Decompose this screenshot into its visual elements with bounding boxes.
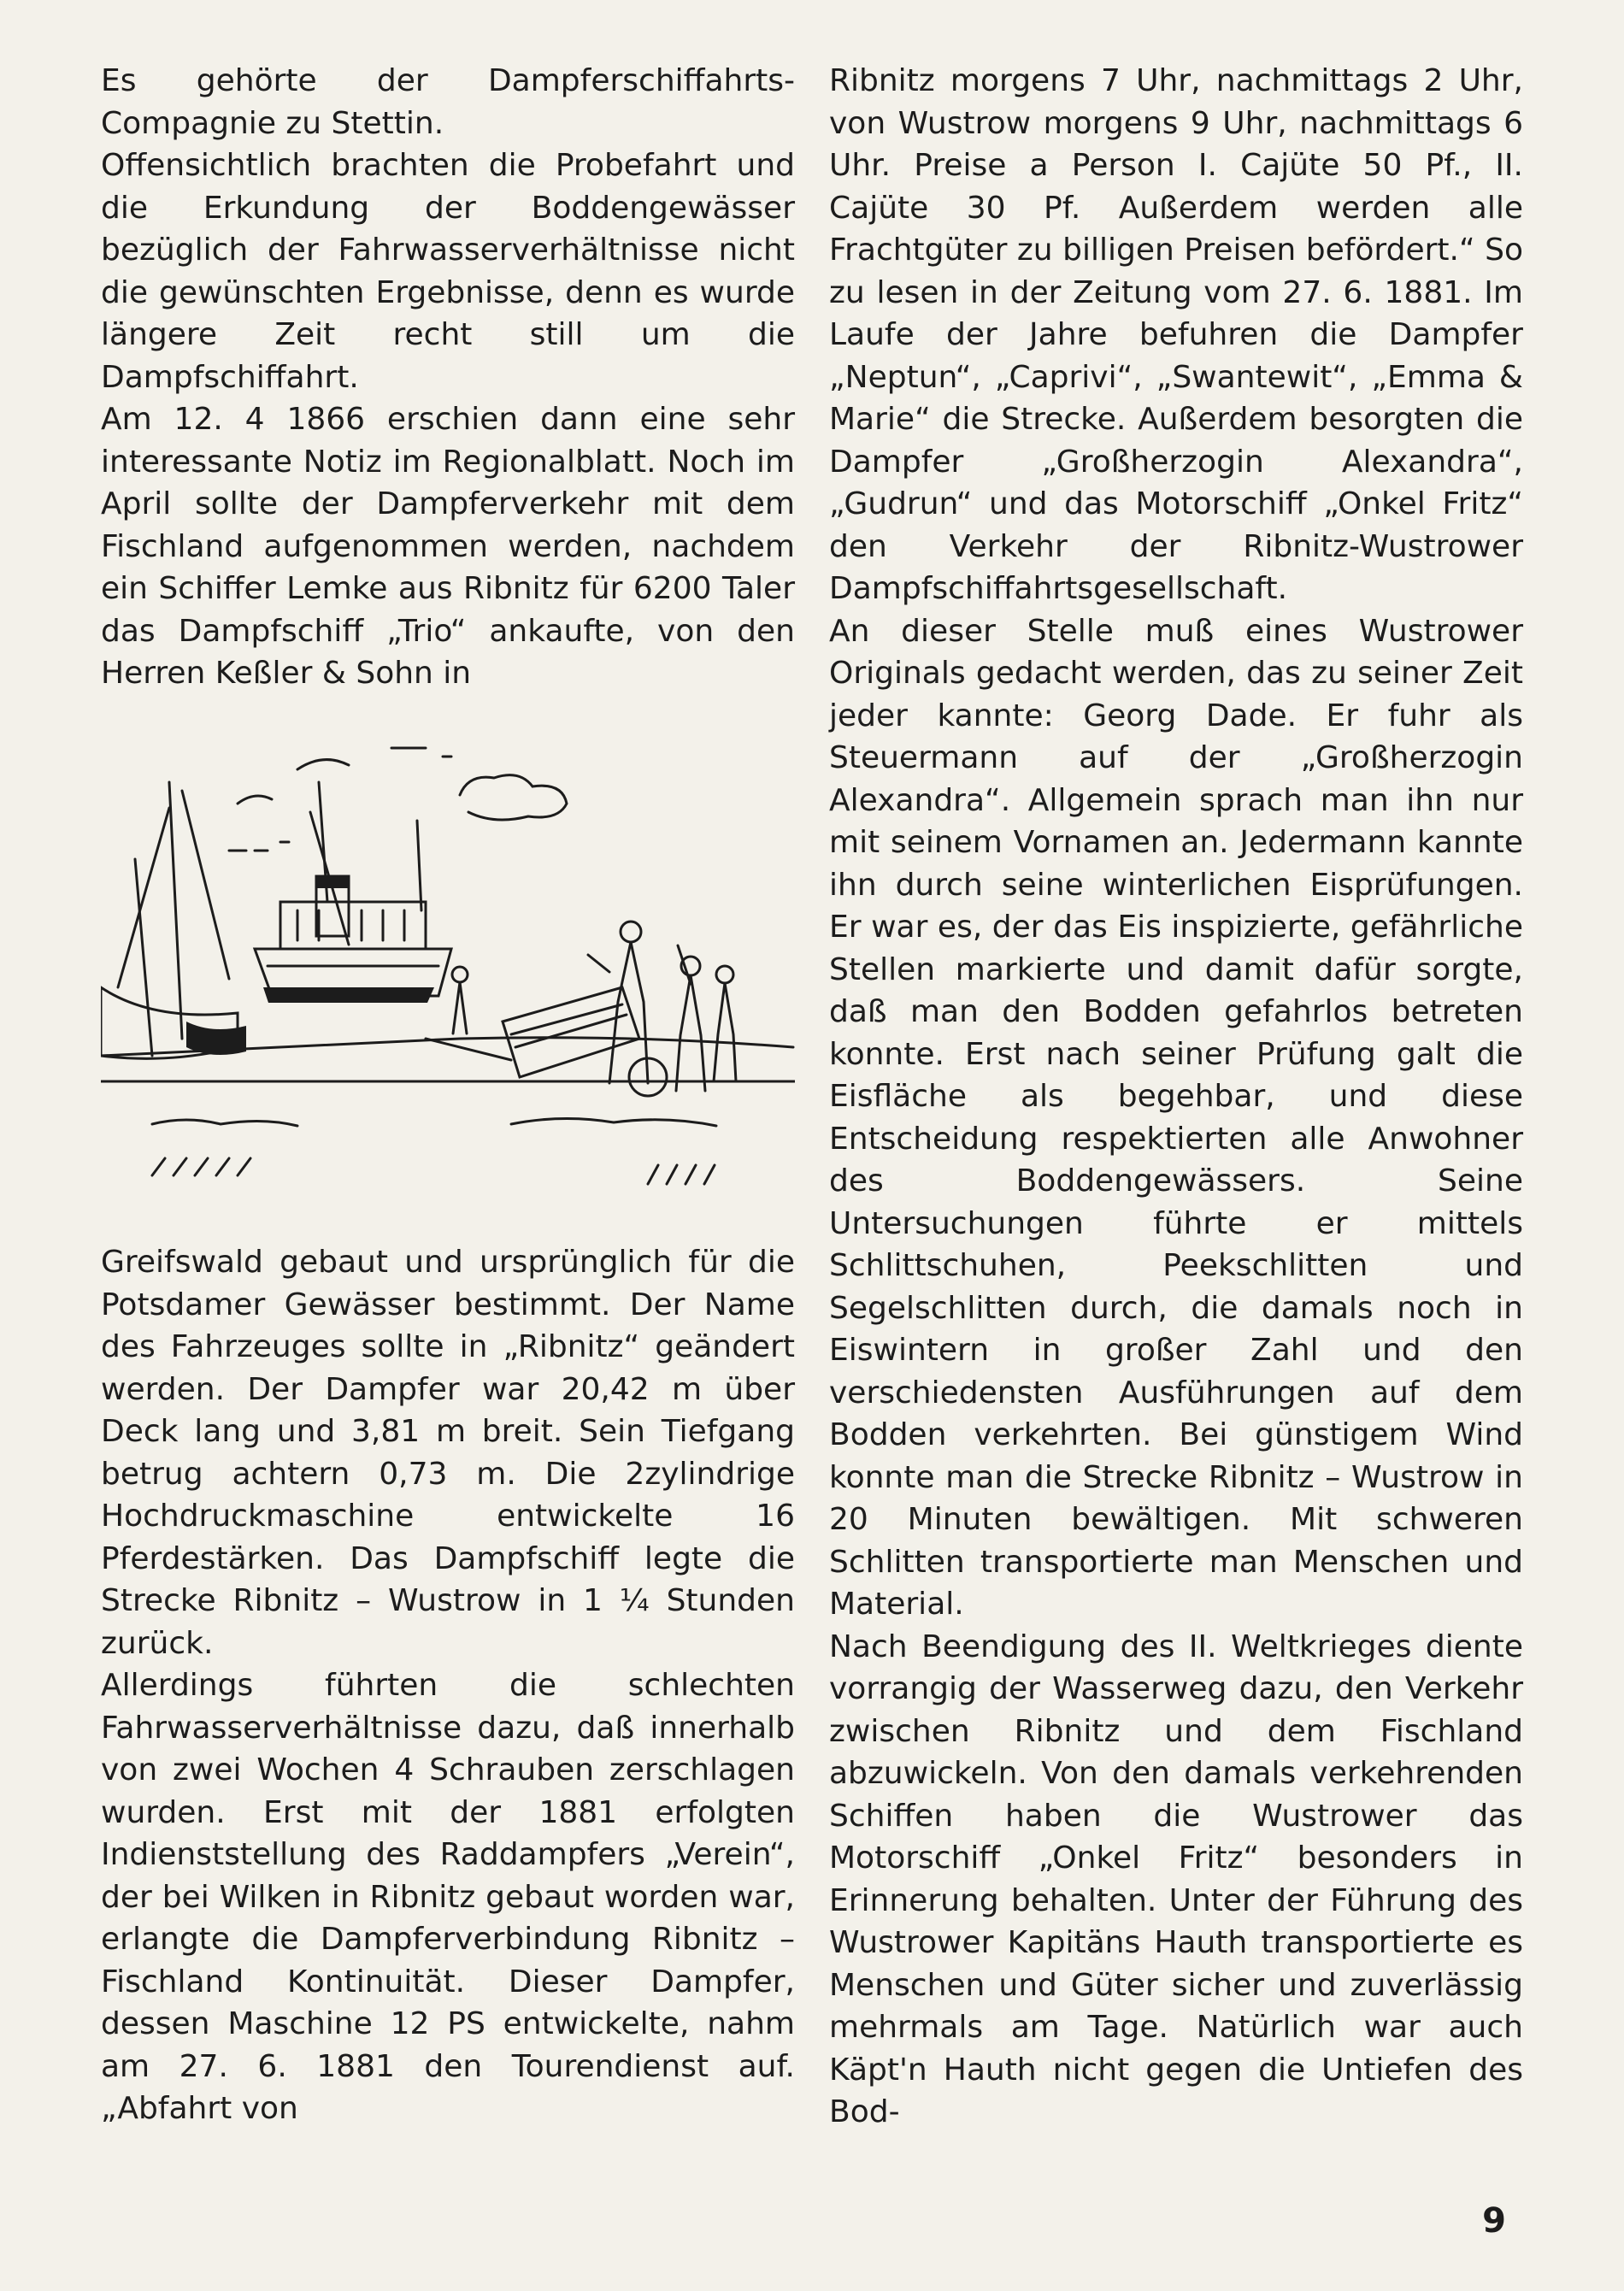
left-column-bottom	[101, 1241, 795, 2130]
paragraph: Offensichtlich brachten die Probefahrt und die Erkundung der Boddengewässer bezüglich der Fahrwasserverhältnisse nicht die gewünschten Ergebnisse, denn es wurde längere Zeit recht still um die Dampfschiffahrt.	[101, 148, 795, 395]
paragraph: An dieser Stelle muß eines Wustrower Originals gedacht werden, das zu seiner Zeit jeder kannte: Georg Dade. Er fuhr als Steuermann auf der „Großherzogin Alexandra“. Allgemein sprach man ihn nur mit seinem Vornamen an. Jedermann kannte ihn durch seine winterlichen Eisprüfungen. Er war es, der das Eis inspizierte, gefährliche Stellen markierte und damit dafür sorgte, daß man den Bodden gefahrlos betreten konnte. Erst nach seiner Prüfung galt die Eisfläche als begehbar, und diese Entscheidung respektierten alle Anwohner des Boddengewässers. Seine Untersuchungen führte er mittels Schlittschuhen, Peekschlitten und Segelschlitten durch, die damals noch in Eiswintern in großer Zahl und den verschiedensten Ausführungen auf dem Bodden verkehrten. Bei günstigem Wind konnte man die Strecke Ribnitz – Wustrow in 20 Minuten bewältigen. Mit schweren Schlitten transportierte man Menschen und Material.	[829, 613, 1523, 1622]
paragraph: Nach Beendigung des II. Weltkrieges diente vorrangig der Wasserweg dazu, den Verkehr zwischen Ribnitz und dem Fischland abzuwickeln. Von den damals verkehrenden Schiffen haben die Wustrower das Motorschiff „Onkel Fritz“ besonders in Erinnerung behalten. Unter der Führung des Wustrower Kapitäns Hauth transportierte es Menschen und Güter sicher und zuverlässig mehrmals am Tage. Natürlich war auch Käpt'n Hauth nicht gegen die Untiefen des Bod-	[829, 1628, 1523, 2129]
paragraph: Am 12. 4 1866 erschien dann eine sehr interessante Notiz im Regionalblatt. Noch im April sollte der Dampferverkehr mit dem Fischland aufgenommen werden, nachdem ein Schiffer Lemke aus Ribnitz für 6200 Taler das Dampfschiff „Trio“ ankaufte, von den Herren Keßler & Sohn in	[101, 402, 795, 691]
right-column	[829, 60, 1523, 2134]
paragraph: Allerdings führten die schlechten Fahrwasserverhältnisse dazu, daß innerhalb von zwei Wochen 4 Schrauben zerschlagen wurden. Erst mit der 1881 erfolgten Indienststellung des Raddampfers „Verein“, der bei Wilken in Ribnitz gebaut worden war, erlangte die Dampferverbindung Ribnitz – Fischland Kontinuität. Dieser Dampfer, dessen Maschine 12 PS entwickelte, nahm am 27. 6. 1881 den Tourendienst auf. „Abfahrt von	[101, 1668, 795, 2126]
paragraph: Greifswald gebaut und ursprünglich für die Potsdamer Gewässer bestimmt. Der Name des Fahrzeuges sollte in „Ribnitz“ geändert werden. Der Dampfer war 20,42 m über Deck lang und 3,81 m breit. Sein Tiefgang betrug achtern 0,73 m. Die 2zylindrige Hochdruckmaschine entwickelte 16 Pferdestärken. Das Dampfschiff legte die Strecke Ribnitz – Wustrow in 1 ¼ Stunden zurück.	[101, 1245, 795, 1661]
paragraph: Es gehörte der Dampferschiffahrts-Compagnie zu Stettin.	[101, 63, 795, 141]
paragraph: Ribnitz morgens 7 Uhr, nachmittags 2 Uhr, von Wustrow morgens 9 Uhr, nachmittags 6 Uhr. Preise a Person I. Cajüte 50 Pf., II. Cajüte 30 Pf. Außerdem werden alle Frachtgüter zu billigen Preisen befördert.“ So zu lesen in der Zeitung vom 27. 6. 1881. Im Laufe der Jahre befuhren die Dampfer „Neptun“, „Caprivi“, „Swantewit“, „Emma & Marie“ die Strecke. Außerdem besorgten die Dampfer „Großherzogin Alexandra“, „Gudrun“ und das Motorschiff „Onkel Fritz“ den Verkehr der Ribnitz-Wustrower Dampfschiffahrtsgesellschaft.	[829, 63, 1523, 606]
harbor-steamship-illustration	[101, 731, 795, 1210]
page-number: 9	[1482, 2201, 1506, 2241]
left-column-top	[101, 60, 795, 695]
